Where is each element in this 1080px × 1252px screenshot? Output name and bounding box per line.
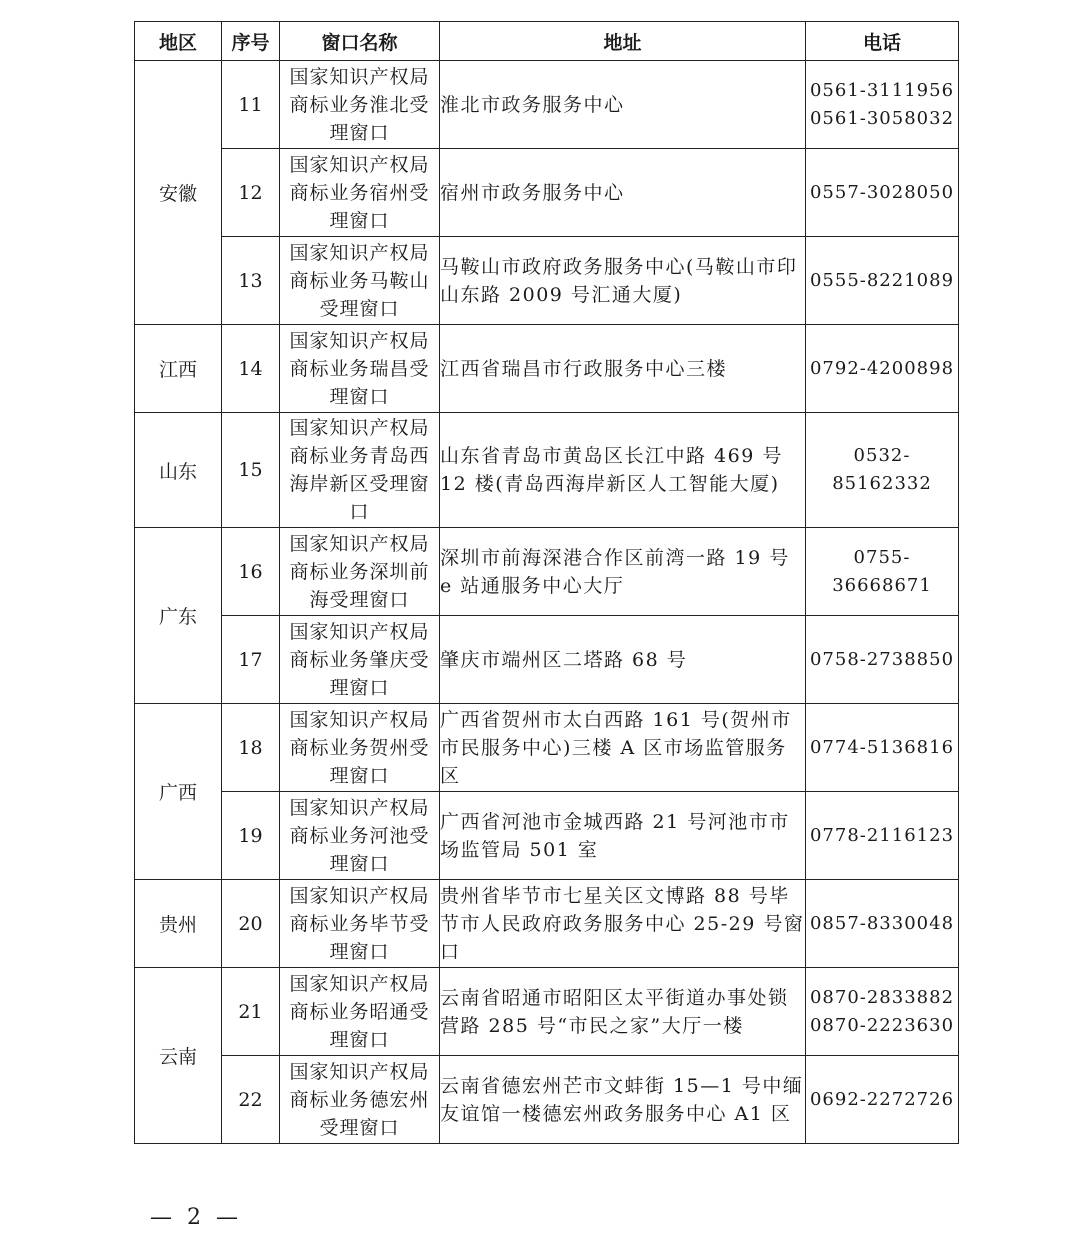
phone-number: 0532-85162332 [832, 445, 932, 494]
phone-cell [806, 149, 959, 237]
phone-cell [806, 880, 959, 968]
address-cell: 肇庆市端州区二塔路 68 号 [440, 616, 806, 704]
window-name-cell: 国家知识产权局商标业务德宏州受理窗口 [280, 1056, 440, 1144]
window-name-cell: 国家知识产权局商标业务贺州受理窗口 [280, 704, 440, 792]
window-name-cell: 国家知识产权局商标业务淮北受理窗口 [280, 61, 440, 149]
window-name-cell: 国家知识产权局商标业务马鞍山受理窗口 [280, 237, 440, 325]
phone-cell [806, 616, 959, 704]
address-cell: 云南省德宏州芒市文蚌街 15—1 号中缅友谊馆一楼德宏州政务服务中心 A1 区 [440, 1056, 806, 1144]
window-name-cell: 国家知识产权局商标业务瑞昌受理窗口 [280, 325, 440, 413]
address-cell: 山东省青岛市黄岛区长江中路 469 号 12 楼(青岛西海岸新区人工智能大厦) [440, 413, 806, 528]
address-cell: 江西省瑞昌市行政服务中心三楼 [440, 325, 806, 413]
table-header-row [135, 22, 959, 61]
number-cell: 16 [222, 528, 280, 616]
window-name-cell: 国家知识产权局商标业务毕节受理窗口 [280, 880, 440, 968]
address-cell: 云南省昭通市昭阳区太平街道办事处锁营路 285 号“市民之家”大厅一楼 [440, 968, 806, 1056]
number-cell: 22 [222, 1056, 280, 1144]
region-cell: 云南 [135, 968, 222, 1144]
table-row [135, 325, 959, 413]
phone-cell [806, 528, 959, 616]
table-row [135, 968, 959, 1056]
address-cell: 淮北市政务服务中心 [440, 61, 806, 149]
table-row [135, 149, 959, 237]
phone-cell [806, 413, 959, 528]
address-cell: 宿州市政务服务中心 [440, 149, 806, 237]
region-cell: 山东 [135, 413, 222, 528]
window-name-cell: 国家知识产权局商标业务肇庆受理窗口 [280, 616, 440, 704]
phone-number: 0758-2738850 [809, 648, 955, 670]
phone-cell [806, 237, 959, 325]
table-row [135, 1056, 959, 1144]
table-row [135, 528, 959, 616]
table-row [135, 413, 959, 528]
phone-number: 0857-8330048 [809, 912, 955, 934]
window-name-cell: 国家知识产权局商标业务青岛西海岸新区受理窗口 [280, 413, 440, 528]
phone-cell [806, 704, 959, 792]
number-cell: 17 [222, 616, 280, 704]
region-cell: 广东 [135, 528, 222, 704]
phone-number: 0870-2833882 [809, 986, 955, 1008]
number-cell: 18 [222, 704, 280, 792]
address-cell: 广西省河池市金城西路 21 号河池市市场监管局 501 室 [440, 792, 806, 880]
phone-cell [806, 61, 959, 149]
region-cell: 江西 [135, 325, 222, 413]
number-cell: 19 [222, 792, 280, 880]
phone-cell [806, 1056, 959, 1144]
number-cell: 15 [222, 413, 280, 528]
phone-number: 0774-5136816 [809, 736, 955, 758]
number-cell: 12 [222, 149, 280, 237]
number-cell: 14 [222, 325, 280, 413]
window-name-cell: 国家知识产权局商标业务河池受理窗口 [280, 792, 440, 880]
phone-cell [806, 792, 959, 880]
table-body [135, 61, 959, 1144]
phone-number: 0870-2223630 [809, 1014, 955, 1036]
table-row [135, 237, 959, 325]
phone-number: 0557-3028050 [809, 181, 955, 203]
header-window-name: 窗口名称 [280, 22, 440, 61]
phone-number: 0755-36668671 [832, 546, 932, 596]
phone-number: 0555-8221089 [809, 269, 955, 291]
table-row [135, 616, 959, 704]
table-row [135, 704, 959, 792]
header-region: 地区 [135, 22, 222, 61]
address-cell: 广西省贺州市太白西路 161 号(贺州市市民服务中心)三楼 A 区市场监管服务区 [440, 704, 806, 792]
number-cell: 11 [222, 61, 280, 149]
window-name-cell: 国家知识产权局商标业务深圳前海受理窗口 [280, 528, 440, 616]
address-cell: 贵州省毕节市七星关区文博路 88 号毕节市人民政府政务服务中心 25-29 号窗口 [440, 880, 806, 968]
phone-number: 0561-3111956 [809, 79, 955, 101]
region-cell: 贵州 [135, 880, 222, 968]
phone-number: 0778-2116123 [809, 824, 955, 846]
phone-cell [806, 325, 959, 413]
header-number: 序号 [222, 22, 280, 61]
phone-number: 0561-3058032 [809, 107, 955, 129]
header-phone: 电话 [806, 22, 959, 61]
region-cell: 广西 [135, 704, 222, 880]
phone-number: 0692-2272726 [809, 1088, 955, 1110]
region-cell: 安徽 [135, 61, 222, 325]
header-address: 地址 [440, 22, 806, 61]
window-name-cell: 国家知识产权局商标业务昭通受理窗口 [280, 968, 440, 1056]
number-cell: 13 [222, 237, 280, 325]
table-row [135, 880, 959, 968]
table-row [135, 61, 959, 149]
address-cell: 马鞍山市政府政务服务中心(马鞍山市印山东路 2009 号汇通大厦) [440, 237, 806, 325]
window-name-cell: 国家知识产权局商标业务宿州受理窗口 [280, 149, 440, 237]
page-number: — 2 — [150, 1205, 242, 1230]
address-cell: 深圳市前海深港合作区前湾一路 19 号 e 站通服务中心大厅 [440, 528, 806, 616]
number-cell: 20 [222, 880, 280, 968]
window-table [134, 21, 959, 1144]
number-cell: 21 [222, 968, 280, 1056]
table-row [135, 792, 959, 880]
phone-cell [806, 968, 959, 1056]
phone-number: 0792-4200898 [809, 357, 955, 379]
